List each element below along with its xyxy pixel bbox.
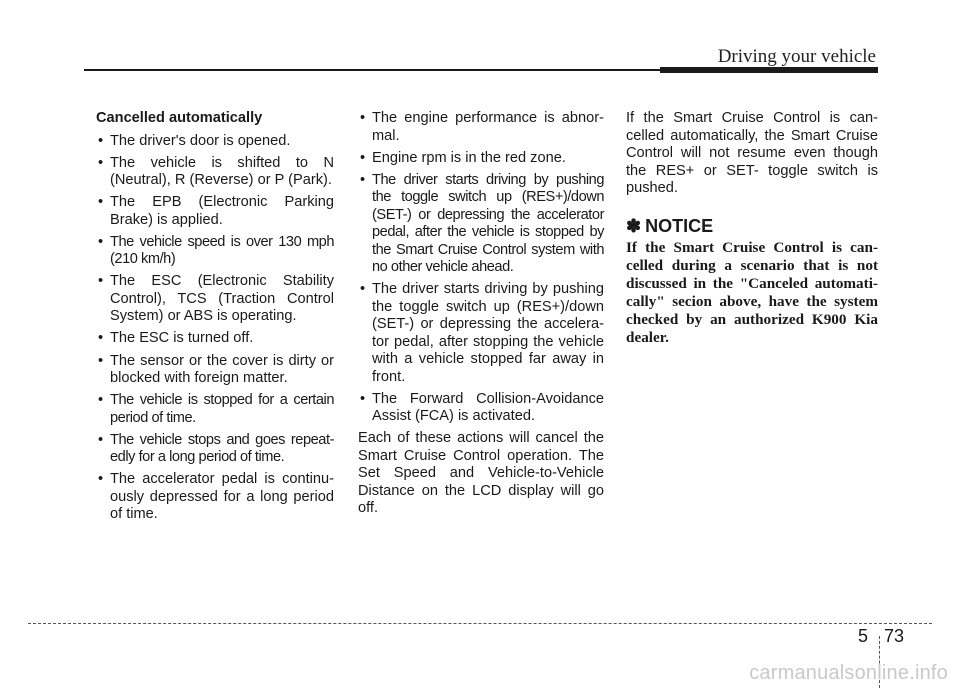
list-item: • The EPB (Electronic Parking Brake) is applied. bbox=[96, 194, 334, 229]
watermark: carmanualsonline.info bbox=[749, 662, 948, 684]
list-item: • The ESC is turned off. bbox=[96, 330, 334, 348]
column-2 bbox=[358, 110, 604, 518]
header-rule bbox=[84, 69, 660, 71]
list-item: • The vehicle speed is over 130 mph (210 km/h) bbox=[96, 234, 334, 269]
list-item: • The engine performance is abnor-mal. bbox=[358, 110, 604, 145]
cancel-conditions-list bbox=[96, 133, 334, 524]
chapter-number: 5 bbox=[858, 626, 869, 646]
list-item: • The vehicle is stopped for a certain period of time. bbox=[96, 392, 334, 427]
notice-heading bbox=[626, 215, 878, 236]
cancel-conditions-list-continued bbox=[358, 110, 604, 426]
list-item: • The vehicle is shifted to N (Neutral), R (Reverse) or P (Park). bbox=[96, 155, 334, 190]
list-item: • The ESC (Electronic Stability Control), TCS (Traction Control System) or ABS is operating. bbox=[96, 273, 334, 326]
column-3 bbox=[626, 110, 878, 347]
notice-star-icon: ✽ bbox=[626, 215, 642, 236]
list-item: • The sensor or the cover is dirty or blocked with foreign matter. bbox=[96, 353, 334, 388]
list-item: • The driver starts driving by pushing the toggle switch up (RES+)/down (SET-) or depressing the accelera-tor pedal, after stopping the vehicle with a vehicle stopped far away in front. bbox=[358, 281, 604, 386]
list-item: • Engine rpm is in the red zone. bbox=[358, 150, 604, 168]
list-item: • The driver starts driving by pushing the toggle switch up (RES+)/down (SET-) or depressing the accelerator pedal, after the vehicle is stopped by the Smart Cruise Control system with no other vehicle ahead. bbox=[358, 172, 604, 277]
header-title: Driving your vehicle bbox=[717, 46, 876, 67]
footer-rule bbox=[28, 623, 932, 624]
body-paragraph: Each of these actions will cancel the Smart Cruise Control operation. The Set Speed and Vehicle-to-Vehicle Distance on the LCD display will go off. bbox=[358, 430, 604, 517]
list-item: • The driver's door is opened. bbox=[96, 133, 334, 151]
body-paragraph: If the Smart Cruise Control is can-celled automatically, the Smart Cruise Control will not resume even though the RES+ or SET- toggle switch is pushed. bbox=[626, 110, 878, 196]
header-rule-accent bbox=[660, 67, 878, 73]
notice-body: If the Smart Cruise Control is can-celled during a scenario that is not discussed in the "Canceled automati-cally" secion above, have the system checked by an authorized K900 Kia dealer. bbox=[626, 239, 878, 346]
list-item: • The Forward Collision-Avoidance Assist (FCA) is activated. bbox=[358, 391, 604, 426]
notice-title: NOTICE bbox=[645, 215, 714, 236]
section-heading: Cancelled automatically bbox=[96, 110, 263, 126]
list-item: • The accelerator pedal is continu-ously depressed for a long period of time. bbox=[96, 471, 334, 524]
list-item: • The vehicle stops and goes repeat-edly for a long period of time. bbox=[96, 432, 334, 467]
column-1 bbox=[96, 110, 334, 528]
page-number: 73 bbox=[884, 626, 905, 646]
